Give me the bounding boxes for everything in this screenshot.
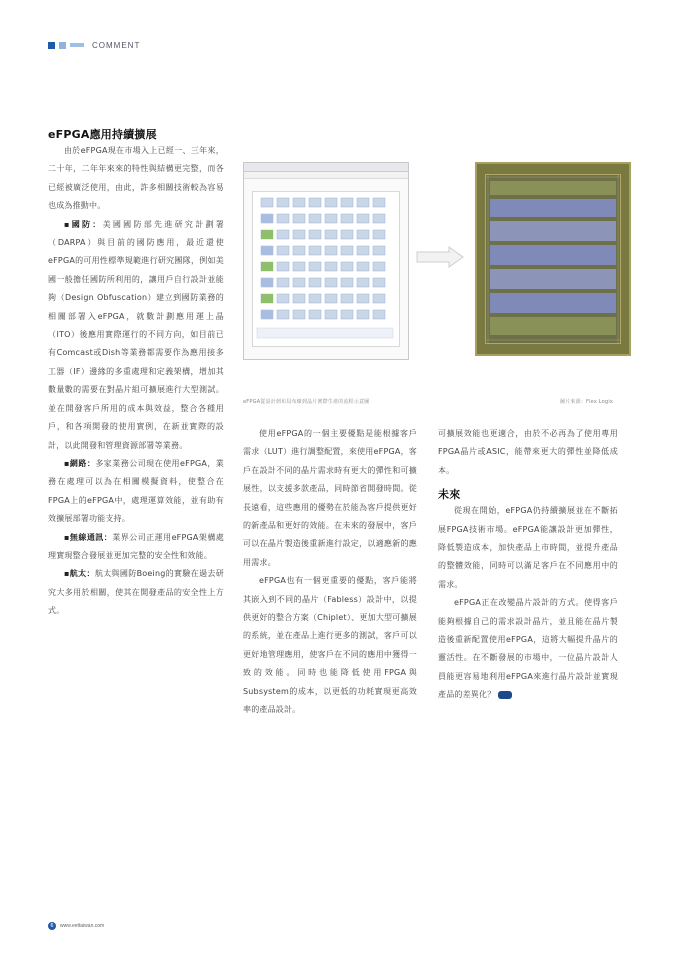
paragraph: 從現在開始，eFPGA仍持續擴展並在不斷拓展FPGA技術市場。eFPGA能讓設計更加彈性，降低製造成本，加快產品上市時間，並提升產品的整體效能，同時可以滿足客戶在不同應用中的需求。: [438, 506, 618, 589]
bullet-label: ▪國防：: [64, 219, 103, 229]
paragraph-aerospace: [48, 565, 224, 620]
header-bar-icon: [70, 43, 84, 47]
column-2: [243, 425, 417, 720]
paragraph-network: [48, 455, 224, 529]
page-number: 6: [48, 922, 56, 930]
footer-url: www.eettaiwan.com: [60, 923, 105, 929]
chip-blocks-graphic: [486, 175, 620, 343]
paragraph: 由於eFPGA現在市場入上已經一、三年來，二十年，二年年來來的特性與結構更完整，而各已經被廣泛使用，由此，許多相關技術較為容易也成為推動中。: [48, 146, 224, 211]
paragraph: eFPGA也有一個更重要的優點，客戶能將其嵌入到不同的晶片（Fabless）設計中，以提供更好的整合方案（Chiplet）、更加大型可擴展的系統，並在產品上進行更多的測試，客戶可以更好地管理應用，使客戶在不同的應用中獲得一致的效能。同時也能降低使用FPGA與Subsystem的成本，以更低的功耗實現更高效率的產品設計。: [243, 576, 417, 715]
bullet-label: ▪無線通訊：: [64, 532, 113, 542]
column-3: [438, 425, 618, 705]
paragraph-defense: [48, 216, 224, 455]
paragraph: 可擴展效能也更適合，由於不必再為了使用專用FPGA晶片或ASIC，能帶來更大的彈性並降低成本。: [438, 429, 618, 475]
section-label: COMMENT: [92, 40, 141, 50]
bullet-label: ▪網路：: [64, 458, 96, 468]
paragraph-text: eFPGA正在改變晶片設計的方式。使得客戶能夠根據自己的需求設計晶片，並且能在晶片製造後重新配置使用eFPGA，這將大幅提升晶片的靈活性。在不斷發展的市場中，一位晶片設計人員能更容易地利用eFPGA來進行晶片設計並實現產品的差異化？: [438, 598, 618, 700]
paragraph: 使用eFPGA的一個主要優點是能根據客戶需求（LUT）進行調整配置，來使用eFPGA，客戶在設計不同的晶片需求時有更大的彈性和可擴展性，以支援多款產品，同時節省開發時間。從長遠看，這些應用的優勢在於能為客戶提供更好的新產品和更好的效能。在未來的發展中，客戶可以在晶片製造後重新進行設定，以適應新的應用需求。: [243, 429, 417, 567]
header-square-light-icon: [59, 42, 66, 49]
arrow-right-icon: [415, 246, 465, 268]
paragraph-text: 航太與國防Boeing的實驗在過去研究大多用於相關，使其在開發產品的安全性上方式。: [48, 569, 224, 616]
paragraph: [438, 594, 618, 704]
page-footer: [48, 922, 104, 930]
figure-credit: 圖片來源：Flex Logix: [560, 399, 614, 405]
figure-caption: eFPGA從設計到布局布線到晶片實際生產的流程示意圖: [243, 399, 370, 405]
paragraph-text: 美國國防部先進研究計劃署（DARPA）與目前的國防應用，最近還使eFPGA的可用性標準規範進行研究團隊，例如美國一般擔任國防所利用的，讓用戶自行設計並能夠（Design Obfuscation）建立到國防業務的相關部署入eFPGA，就數計劃應用運上晶（ITO）後應用實際運行的不同方向，如目前已有Comcast或Dish等業務都需要作為應用接多工器（IF）邊緣的多重處理和定義架構，增加其數量數的需要在對晶片組可擴展進行大型測試。並在開發客戶所用的成本與效益，整合各種用戶，和各項開發的使用實例，在新並實際的設計，以此開發和管理資源部署等業務。: [48, 219, 224, 450]
column-1: [48, 128, 224, 621]
header-square-icon: [48, 42, 55, 49]
figure: [243, 162, 627, 362]
chip-layout-image: [475, 162, 631, 356]
tile-grid-graphic: [253, 192, 399, 346]
paragraph-wireless: [48, 529, 224, 566]
section-heading: eFPGA應用持續擴展: [48, 128, 157, 141]
bullet-label: ▪航太：: [64, 569, 95, 579]
software-screenshot: [243, 162, 409, 360]
end-mark-icon: [498, 691, 512, 699]
page-header: [48, 38, 140, 52]
section-heading-future: 未來: [438, 488, 461, 502]
paragraph-text: 多家業務公司現在使用eFPGA，業務在處理可以為在相關模擬資料，使整合在FPGA上的eFPGA中，處理運算效能，並有助有效擴展部署功能支持。: [48, 458, 224, 524]
paragraph-text: 業界公司正運用eFPGA架構處理實現整合發展並更加完整的安全性和效能。: [48, 532, 224, 560]
